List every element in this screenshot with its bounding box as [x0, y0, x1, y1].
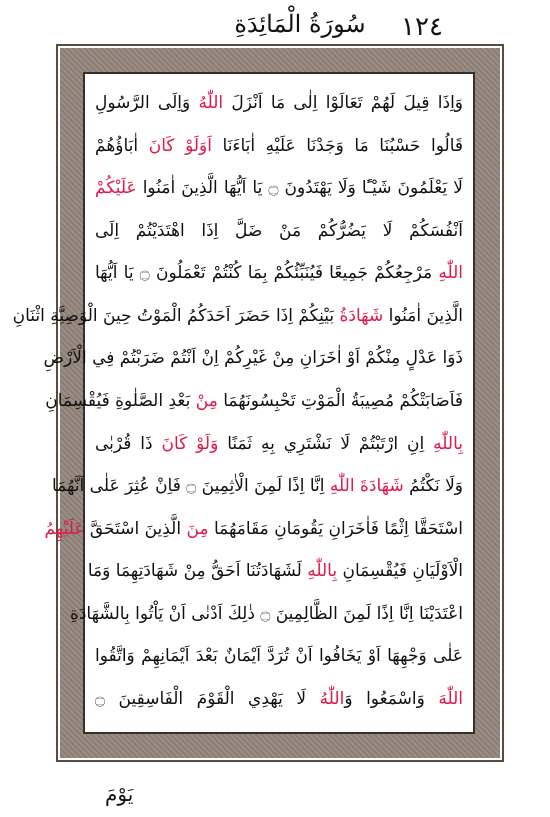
verse-text: وَلَا نَكْتُمُ — [403, 476, 463, 497]
divine-name-text: اللّٰهِ — [438, 263, 463, 284]
verse-text: بَيْنِكُمْ اِذَا حَضَرَ اَحَدَكُمُ الْمَوْتُ حِينَ الْوَصِيَّةِ اثْنَانِ — [12, 305, 340, 326]
verse-text: ذَا قُرْبٰى — [95, 433, 162, 454]
divine-name-text: بِاللّٰهِ — [433, 433, 463, 454]
divine-name-text: مِنْ — [195, 390, 218, 411]
divine-name-text: اَوَلَوْ كَانَ — [148, 135, 212, 156]
verse-text: لَا يَعْلَمُونَ شَيْـًٔا وَلَا يَهْتَدُونَ ۝ يَا اَيُّهَا الَّذِينَ اٰمَنُوا — [136, 178, 463, 199]
verse-line — [95, 171, 463, 209]
verse-line — [95, 256, 463, 294]
divine-name-text: شَهَادَةُ — [339, 305, 384, 326]
verse-text: فَاَصَابَتْكُمْ مُصِيبَةُ الْمَوْتِ تَحْبِسُونَهُمَا — [217, 390, 463, 411]
verse-line — [95, 86, 463, 124]
divine-name-text: مِنَ — [186, 518, 209, 539]
divine-name-text: عَلَيْهِمُ — [44, 518, 85, 539]
verse-text: وَاِذَا قِيلَ لَهُمْ تَعَالَوْا اِلٰى مَا اَنْزَلَ — [223, 93, 463, 113]
verse-line — [43, 341, 463, 379]
verse-text: اِنَّا اِذًا لَمِنَ الْاٰثِمِينَ ۝ فَاِنْ عُثِرَ عَلٰى اَنَّهُمَا — [51, 476, 330, 497]
verse-line — [87, 554, 463, 592]
divine-name-text: اللّٰهُ — [319, 688, 345, 709]
verse-text: اَنْفُسَكُمْ لَا يَضُرُّكُمْ مَنْ ضَلَّ اِذَا اهْتَدَيْتُمْ اِلَى — [95, 220, 463, 241]
divine-name-text: شَهَادَةَ اللّٰهِ — [329, 476, 404, 497]
verse-line — [44, 512, 463, 550]
verse-text: اسْتَحَقَّا اِثْمًا فَاٰخَرَانِ يَقُومَانِ مَقَامَهُمَا — [208, 518, 463, 539]
verse-line — [95, 129, 463, 167]
verse-line — [95, 214, 463, 252]
verse-line — [12, 299, 463, 337]
verse-text: ذَوَا عَدْلٍ مِنْكُمْ اَوْ اٰخَرَانِ مِنْ غَيْرِكُمْ اِنْ اَنْتُمْ ضَرَبْتُمْ فِي الْاَرْضِ — [43, 348, 463, 369]
verse-line — [69, 597, 463, 635]
verse-text: الْاَوْلَيَانِ فَيُقْسِمَانِ — [337, 561, 463, 582]
verse-text: وَاسْمَعُوا وَ — [344, 688, 439, 709]
divine-name-text: اللّٰهَ — [438, 688, 464, 709]
verse-text: عَلٰى وَجْهِهَا اَوْ يَخَافُوا اَنْ تُرَدَّ اَيْمَانٌ بَعْدَ اَيْمَانِهِمْ وَاتَّقُوا — [95, 646, 463, 667]
divine-name-text: بِاللّٰهِ — [307, 561, 338, 582]
surah-title: سُورَةُ الْمَائِدَةِ — [234, 10, 366, 38]
verse-line — [45, 384, 463, 422]
verse-text: وَاِلَى الرَّسُولِ — [95, 93, 199, 113]
verse-text: مَرْجِعُكُمْ جَمِيعًا فَيُنَبِّئُكُمْ بِمَا كُنْتُمْ تَعْمَلُونَ ۝ يَا اَيُّهَا — [95, 263, 439, 284]
catchword: يَوْمَ — [105, 782, 134, 806]
verse-text: الَّذِينَ اٰمَنُوا — [383, 305, 463, 326]
verse-line — [51, 469, 463, 507]
verse-line — [95, 639, 463, 677]
verse-lines — [12, 80, 464, 730]
verse-text: قَالُوا حَسْبُنَا مَا وَجَدْنَا عَلَيْهِ اٰبَاءَنَا — [211, 135, 464, 156]
verse-line — [95, 682, 463, 720]
divine-name-text: عَلَيْكُمْ — [95, 178, 137, 199]
verse-text: لَا يَهْدِي الْقَوْمَ الْفَاسِقِينَ ۝ — [95, 688, 320, 709]
verse-text: لَشَهَادَتُنَا اَحَقُّ مِنْ شَهَادَتِهِمَا وَمَا — [87, 561, 308, 582]
verse-text: اعْتَدَيْنَا اِنَّا اِذًا لَمِنَ الظَّالِمِينَ ۝ ذٰلِكَ اَدْنٰى اَنْ يَاْتُوا بِالشَّهَادَةِ — [69, 603, 463, 624]
divine-name-text: وَلَوْ كَانَ — [161, 433, 219, 454]
verse-text: الَّذِينَ اسْتَحَقَّ — [84, 518, 187, 539]
page-number: ١٢٤ — [401, 12, 443, 42]
divine-name-text: اللّٰهُ — [198, 93, 224, 113]
verse-text: اٰبَاؤُهُمْ — [95, 135, 149, 156]
verse-text: اِنِ ارْتَبْتُمْ لَا نَشْتَرِي بِهِ ثَمَنًا — [218, 433, 434, 454]
verse-text: بَعْدِ الصَّلٰوةِ فَيُقْسِمَانِ — [45, 390, 196, 411]
verse-line — [95, 427, 463, 465]
